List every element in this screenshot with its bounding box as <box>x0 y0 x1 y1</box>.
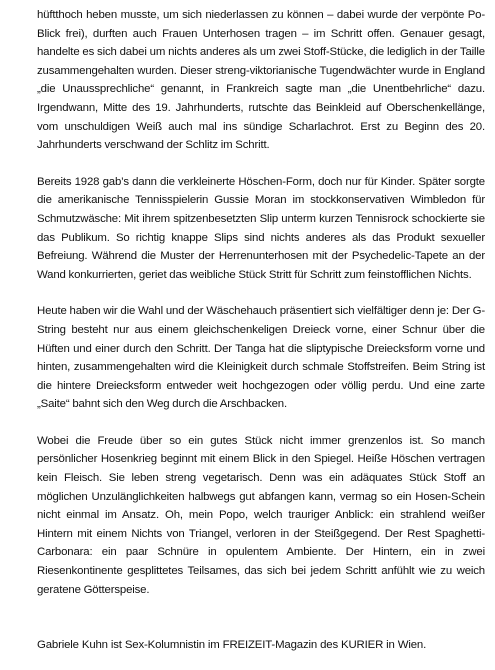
author-note: Gabriele Kuhn ist Sex-Kolumnistin im FREIZEIT-Magazin des KURIER in Wien. <box>37 639 427 651</box>
paragraph-1: hüftthoch heben musste, um sich niederlassen zu können – dabei wurde der verpönte Po-Blick frei), durften auch Frauen Unterhosen tragen – im Schritt offen. Genauer gesagt, handelte es sich dabei um nichts anderes als um zwei Stoff-Stücke, die lediglich in der Taille zusammengehalten wurden. Dieser streng-viktorianische Tugendwächter wurde in England „die Unaussprechliche“ genannt, in Frankreich sagte man „die Unentbehrliche“ dazu. Irgendwann, Mitte des 19. Jahrhunderts, rutschte das Beinkleid auf Oberschenkellänge, vom unschuldigen Weiß auch mal ins sündige Scharlachrot. Erst zu Beginn des 20. Jahrhunderts verschwand der Schlitz im Schritt. <box>37 9 485 152</box>
paragraph-3: Heute haben wir die Wahl und der Wäschehauch präsentiert sich vielfältiger denn je: Der G-String besteht nur aus einem gleichschenkeligen Dreieck vorne, einer Schnur über die Hüften und einer durch den Schritt. Der Tanga hat die sliptypische Dreiecksform vorne und hinten, zusammengehalten wird die Kleinigkeit durch schmale Stoffstreifen. Beim String ist die hintere Dreiecksform entweder weit hochgezogen oder völlig perdu. Und eine zarte „Saite“ bahnt sich den Weg durch die Arschbacken. <box>37 305 485 411</box>
paragraph-2: Bereits 1928 gab’s dann die verkleinerte Höschen-Form, doch nur für Kinder. Später sorgte die amerikanische Tennisspielerin Gussie Moran im stockkonservativen Wimbledon für Schmutzwäsche: Mit ihrem spitzenbesetzten Slip unterm kurzen Tennisrock schockierte sie das Publikum. So richtig knappe Slips sind nichts anderes als das Produkt sexueller Befreiung. Während die Muster der Herrenunterhosen mit der Psychedelic-Tapete an der Wand konkurrierten, geriet das weibliche Stück Stritt für Schritt zum feinstofflichen Nichts. <box>37 175 485 281</box>
paragraph-4: Wobei die Freude über so ein gutes Stück nicht immer grenzenlos ist. So manch persönlicher Hosenkrieg beginnt mit einem Blick in den Spiegel. Heiße Höschen vertragen kein Fleisch. Sie leben streng vegetarisch. Denn was ein adäquates Stück Stoff an möglichen Unzulänglichkeiten halbwegs gut abfangen kann, vermag so ein Hosen-Schein nicht einmal im Ansatz. Oh, mein Popo, welch trauriger Anblick: ein strahlend weißer Hintern mit einem Nichts von Triangel, verloren in der Steißgegend. Der Rest Spaghetti-Carbonara: ein paar Schnüre in opulentem Ambiente. Der Hintern, ein in zwei Riesenkontinente gesplittetes Teilsames, das sich bei jedem Schritt anfühlt wie zu weich geratene Götterspeise. <box>37 434 485 596</box>
